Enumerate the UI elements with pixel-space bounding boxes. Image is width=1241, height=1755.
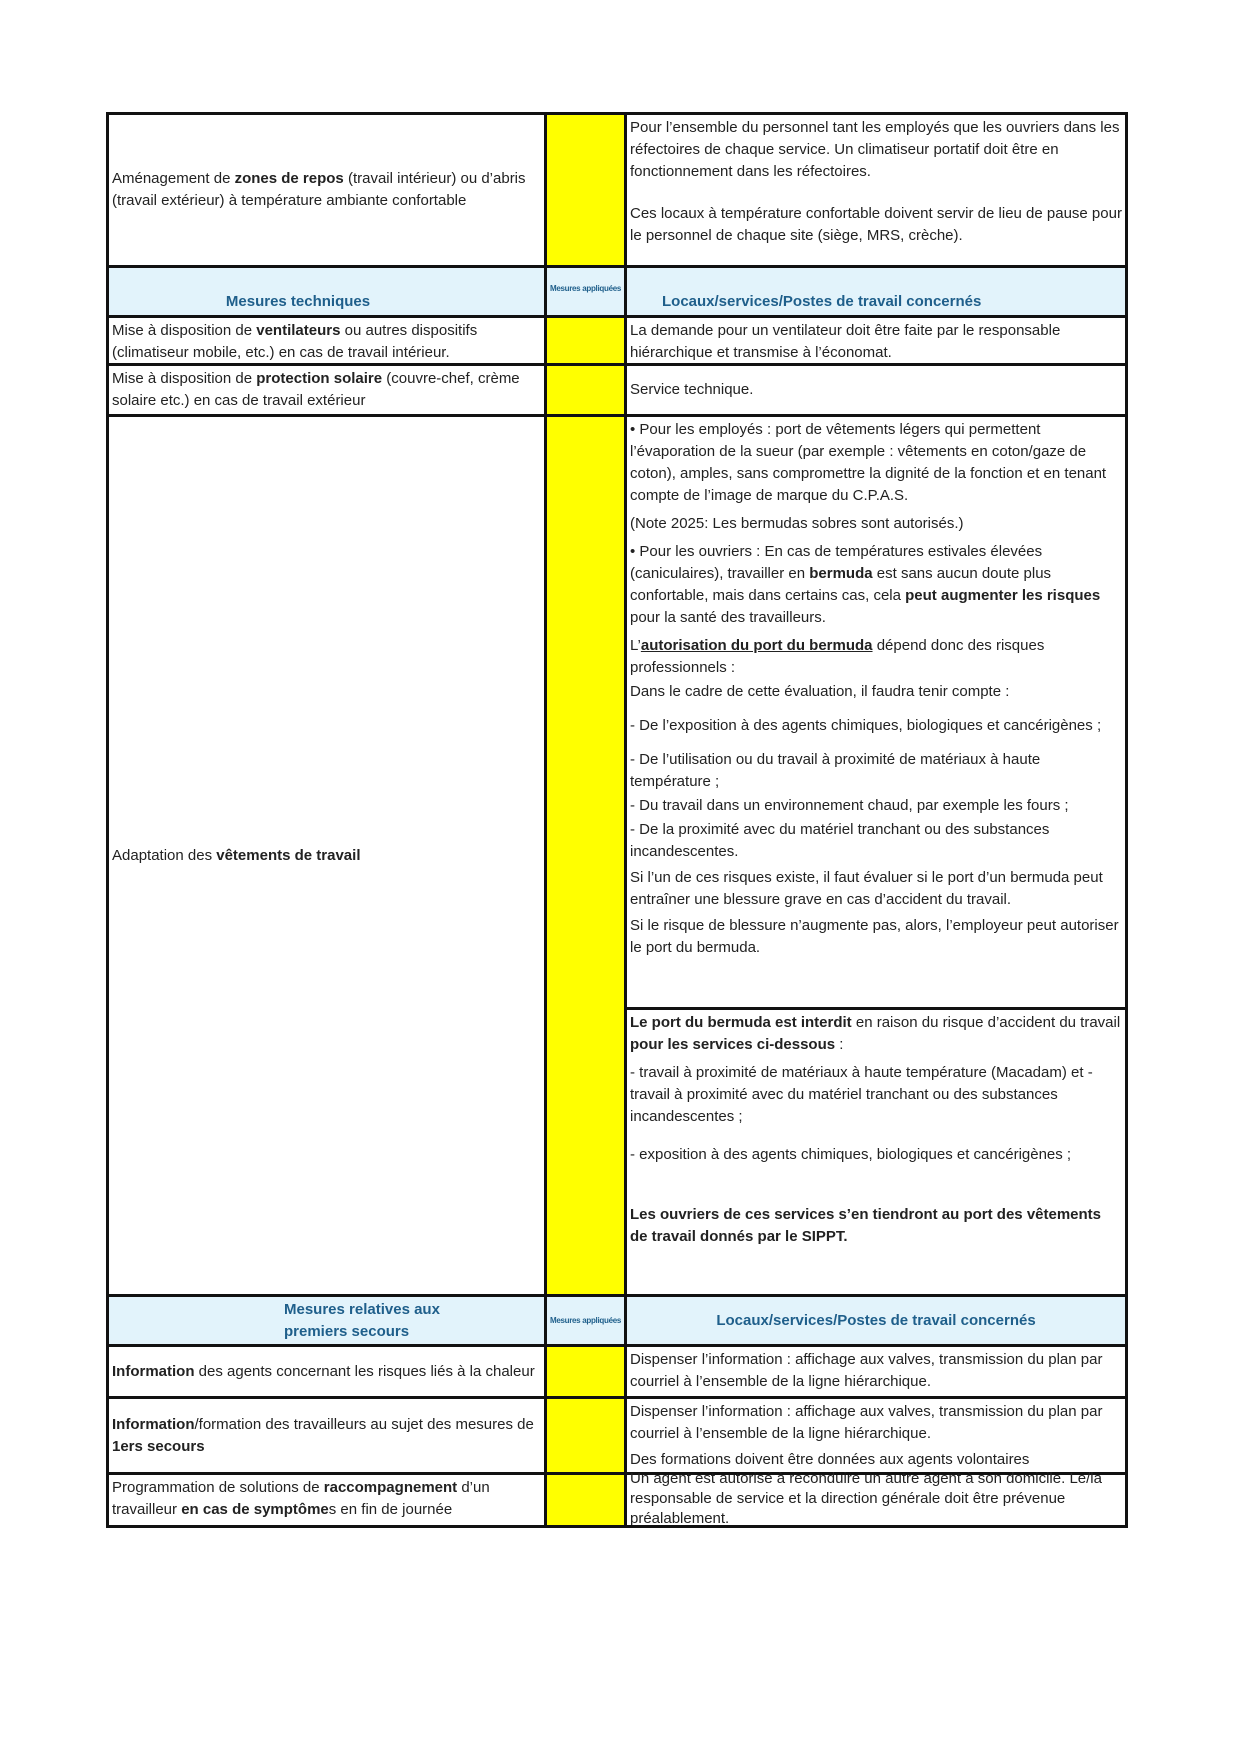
detail-text: [630, 635, 1122, 679]
measure-text-pre: Aménagement de: [112, 170, 235, 187]
measure-text-bold: ventilateurs: [256, 322, 341, 339]
measure-text: [112, 845, 361, 867]
detail-text: Des formations doivent être données aux agents volontaires: [630, 1451, 1030, 1468]
detail-cell: [627, 1399, 1125, 1472]
detail-text-mid: est sans aucun doute plus confortable, mais dans certains cas, cela: [630, 565, 1052, 604]
applied-cell[interactable]: [547, 1347, 627, 1396]
detail-text-bold: Les ouvriers de ces services s’en tiendront au port des vêtements de travail donnés par le SIPPT.: [630, 1206, 1102, 1245]
applied-cell[interactable]: [547, 1475, 627, 1525]
measure-text: [112, 1477, 541, 1521]
detail-block-conditions: [630, 417, 1122, 1007]
header-applied: Mesures appliquées: [547, 268, 627, 315]
detail-text: - De l’utilisation ou du travail à proximité de matériaux à haute température ;: [630, 751, 1041, 790]
detail-text-post: :: [835, 1036, 844, 1053]
applied-cell[interactable]: [547, 115, 627, 265]
measure-text: [112, 368, 541, 412]
measure-text: [112, 320, 541, 364]
measure-text-post: ou autres dispositifs (climatiseur mobile, etc.) en cas de travail intérieur.: [112, 322, 478, 361]
measure-text-post: (couvre-chef, crème solaire etc.) en cas de travail extérieur: [112, 370, 520, 409]
measure-text-pre: Mise à disposition de: [112, 322, 257, 339]
table-row-vetements: [106, 417, 1128, 1297]
detail-text: - exposition à des agents chimiques, biologiques et cancérigènes ;: [630, 1146, 1072, 1163]
detail-text: - Du travail dans un environnement chaud, par exemple les fours ;: [630, 797, 1069, 814]
table-row-information: [106, 1347, 1128, 1399]
header-locations: Locaux/services/Postes de travail concernés: [627, 268, 1125, 315]
detail-cell: La demande pour un ventilateur doit être faite par le responsable hiérarchique et transmise à l’économat.: [630, 322, 1061, 361]
detail-text-pre: L’: [630, 637, 641, 654]
measure-text-post: (travail intérieur) ou d’abris (travail extérieur) à température ambiante confortable: [112, 170, 526, 209]
measure-text-pre: Mise à disposition de: [112, 370, 257, 387]
measure-cell: [109, 318, 547, 363]
measure-cell: [109, 1347, 547, 1396]
detail-text: (Note 2025: Les bermudas sobres sont autorisés.): [630, 515, 964, 532]
measure-text-bold: vêtements de travail: [216, 846, 361, 864]
detail-text-bold-underline: autorisation du port du bermuda: [640, 637, 873, 654]
measure-text-mid: /formation des travailleurs au sujet des mesures de: [194, 1415, 534, 1433]
measure-text-bold: zones de repos: [234, 170, 344, 187]
measure-text-bold: 1ers secours: [112, 1437, 205, 1455]
detail-text-bold: pour les services ci-dessous: [630, 1036, 836, 1053]
detail-text: - De l’exposition à des agents chimiques, biologiques et cancérigènes ;: [630, 717, 1102, 734]
table-row-ventilateurs: [106, 318, 1128, 366]
measure-text: [112, 168, 541, 212]
detail-text: Ces locaux à température confortable doivent servir de lieu de pause pour le personnel de chaque site (siège, MRS, crèche).: [630, 205, 1122, 244]
measure-text-bold: raccompagnement: [323, 1479, 458, 1496]
measure-text-bold: en cas de symptôme: [181, 1501, 329, 1518]
detail-block-prohibition: [627, 1007, 1125, 1294]
measure-text: [112, 1361, 535, 1383]
detail-text: - travail à proximité de matériaux à haute température (Macadam) et - travail à proximité avec du matériel tranchant ou des substances incandescentes ;: [630, 1064, 1093, 1125]
detail-text: Pour l’ensemble du personnel tant les employés que les ouvriers dans les réfectoires de chaque service. Un climatiseur portatif doit être en fonctionnement dans les réfectoires.: [630, 119, 1120, 180]
detail-text: • Pour les employés : port de vêtements légers qui permettent l’évaporation de la sueur (par exemple : vêtements en coton/gaze de coton), amples, sans compromettre la dignité de la fonction et en tenant compte de l’image de marque du C.P.A.S.: [630, 421, 1107, 504]
detail-text-pre: • Pour les ouvriers : En cas de températures estivales élevées (caniculaires), travailler en: [630, 543, 1043, 582]
detail-text: Dans le cadre de cette évaluation, il faudra tenir compte :: [630, 683, 1010, 700]
header-applied: Mesures appliquées: [547, 1297, 627, 1344]
measure-text-bold: Information: [112, 1362, 195, 1380]
section-header-techniques: [106, 268, 1128, 318]
table-row-raccompagnement: [106, 1470, 1128, 1528]
applied-cell[interactable]: [547, 417, 627, 1294]
detail-text-post: dépend donc des risques professionnels :: [630, 637, 1045, 676]
detail-text: Si le risque de blessure n’augmente pas, alors, l’employeur peut autoriser le port du bermuda.: [630, 917, 1119, 956]
detail-text: Dispenser l’information : affichage aux valves, transmission du plan par courriel à l’ensemble de la ligne hiérarchique.: [630, 1403, 1103, 1442]
detail-cell: Dispenser l’information : affichage aux valves, transmission du plan par courriel à l’ensemble de la ligne hiérarchique.: [630, 1351, 1103, 1390]
detail-text-post: pour la santé des travailleurs.: [630, 609, 826, 626]
detail-text-bold: peut augmenter les risques: [905, 587, 1101, 604]
detail-cell: Un agent est autorisé à reconduire un autre agent à son domicile. Le/la responsable de service et la direction générale doit être prévenue préalablement.: [630, 1470, 1102, 1525]
header-locations: Locaux/services/Postes de travail concernés: [627, 1297, 1125, 1344]
measure-cell: [109, 115, 547, 265]
detail-text: Si l’un de ces risques existe, il faut évaluer si le port d’un bermuda peut entraîner une blessure grave en cas d’accident du travail.: [630, 869, 1103, 908]
measure-text: [112, 1414, 541, 1458]
applied-cell[interactable]: [547, 1399, 627, 1472]
measure-text-post: des agents concernant les risques liés à la chaleur: [194, 1362, 535, 1380]
section-header-premiers-secours: [106, 1297, 1128, 1347]
detail-text: [630, 541, 1122, 629]
detail-text: [630, 1012, 1122, 1056]
measure-text-bold: Information: [112, 1415, 195, 1433]
applied-cell[interactable]: [547, 318, 627, 363]
measure-text-post: s en fin de journée: [328, 1501, 453, 1518]
detail-text-bold: bermuda: [809, 565, 873, 582]
header-measures: Mesures relatives aux premiers secours: [109, 1297, 547, 1344]
measure-cell: [109, 417, 547, 1294]
detail-text-mid: en raison du risque d’accident du travail: [851, 1014, 1121, 1031]
applied-cell[interactable]: [547, 366, 627, 414]
table-row-protection-solaire: [106, 366, 1128, 417]
measure-cell: [109, 366, 547, 414]
header-measures: Mesures techniques: [109, 268, 547, 315]
detail-text-bold: Le port du bermuda est interdit: [630, 1014, 852, 1031]
detail-cell: [627, 417, 1125, 1294]
detail-text: - De la proximité avec du matériel tranchant ou des substances incandescentes.: [630, 821, 1050, 860]
table-row-zones-repos: [106, 112, 1128, 268]
measure-text-bold: protection solaire: [256, 370, 383, 387]
measure-text-pre: Adaptation des: [112, 846, 217, 864]
measure-text-pre: Programmation de solutions de: [112, 1479, 324, 1496]
measure-text-mid: d’un travailleur: [112, 1479, 490, 1518]
table-row-formation: [106, 1399, 1128, 1475]
detail-cell: [627, 115, 1125, 265]
detail-cell: Service technique.: [630, 381, 754, 398]
measure-cell: [109, 1399, 547, 1472]
measure-cell: [109, 1475, 547, 1525]
measures-table: [106, 112, 1128, 1528]
